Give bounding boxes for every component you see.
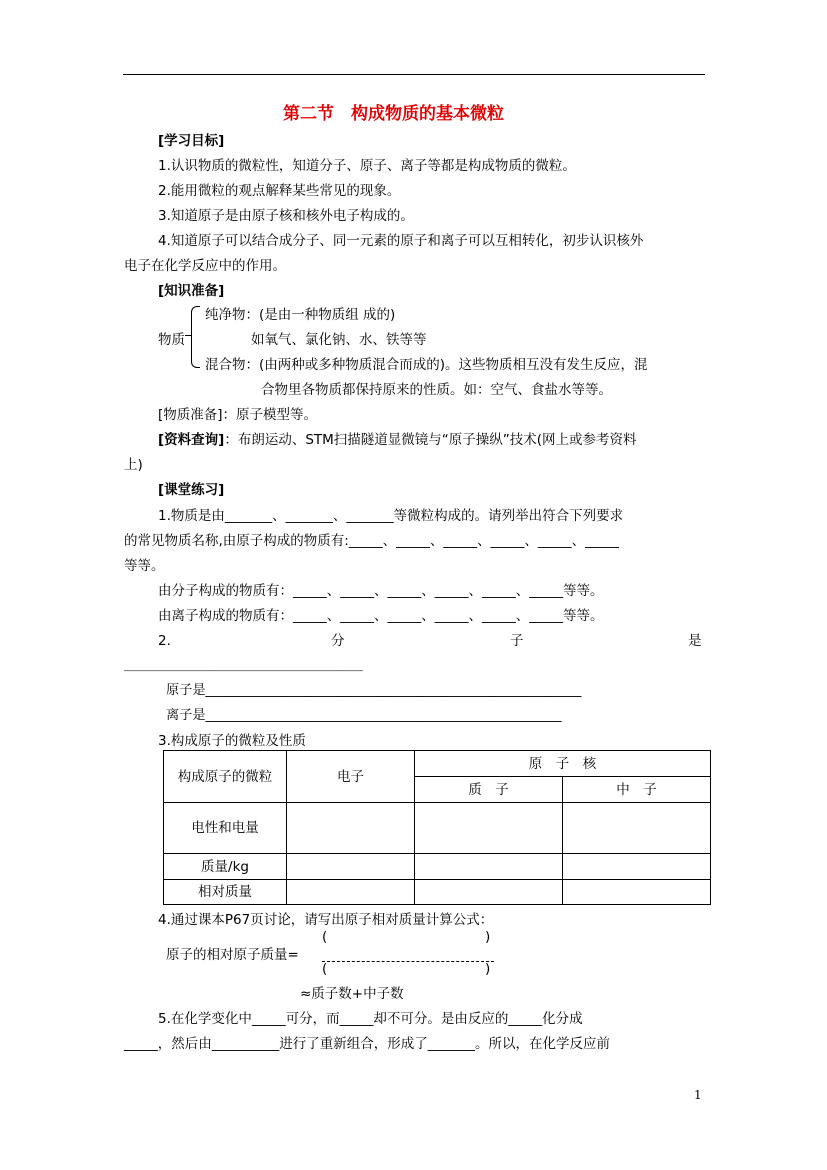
blank-cell[interactable] [287, 880, 415, 905]
row-relative-mass-label: 相对质量 [164, 880, 287, 905]
q1-line-1: 1.物质是由_______、_______、_______等微粒构成的。请列举出符合下列要求 [158, 508, 624, 524]
blank-cell[interactable] [563, 803, 711, 854]
q2-word: 分 [331, 633, 345, 649]
q2-ion-line: 离子是______________________________________________________ [166, 708, 562, 723]
brace-tip [185, 335, 191, 336]
header-particle: 构成原子的微粒 [164, 751, 287, 803]
header-proton: 质 子 [415, 777, 563, 803]
mixture-line-2: 合物里各物质都保持原来的性质。如：空气、食盐水等等。 [261, 382, 612, 398]
goal-item: 4.知道原子可以结合成分子、同一元素的原子和离子可以互相转化，初步认识核外 [158, 233, 644, 249]
goals-heading: [学习目标] [158, 133, 225, 149]
q4-label: 4.通过课本P67页讨论，请写出原子相对质量计算公式： [158, 912, 494, 928]
atom-particle-table [163, 750, 711, 905]
knowledge-heading: [知识准备] [158, 283, 225, 299]
q1-ion-line: 由离子构成的物质有：_____、_____、_____、_____、_____、_____等等。 [158, 608, 604, 624]
blank-cell[interactable] [563, 854, 711, 880]
practice-heading: [课堂练习] [158, 482, 225, 498]
header-neutron: 中 子 [563, 777, 711, 803]
goal-item: 2.能用微粒的观点解释某些常见的现象。 [158, 183, 401, 199]
blank-cell[interactable] [415, 803, 563, 854]
blank-cell[interactable] [415, 854, 563, 880]
mixture-line-1: 混合物：(由两种或多种物质混合而成的)。这些物质相互没有发生反应，混 [205, 357, 648, 373]
resource-line-2: 上) [124, 457, 143, 473]
classification-brace [191, 306, 200, 368]
q1-molecule-line: 由分子构成的物质有：_____、_____、_____、_____、_____、_____等等。 [158, 583, 604, 599]
q2-number: 2. [158, 633, 171, 649]
q2-word: 子 [510, 633, 524, 649]
goal-item: 3.知道原子是由原子核和核外电子构成的。 [158, 208, 414, 224]
denominator-paren-right: ) [485, 961, 491, 977]
page-title: 第二节 构成物质的基本微粒 [283, 104, 504, 124]
fraction-bar [322, 961, 494, 962]
numerator-paren-left: ( [322, 929, 328, 945]
q1-line-3: 等等。 [124, 558, 165, 574]
q5-line-1: 5.在化学变化中_____可分，而_____却不可分。是由反应的_____化分成 [158, 1011, 583, 1027]
q5-line-2: _____，然后由__________进行了重新组合，形成了_______。所以，在化学反应前 [124, 1036, 610, 1052]
q2-word: 是 [688, 633, 702, 649]
q3-label: 3.构成原子的微粒及性质 [158, 733, 306, 749]
row-charge-label: 电性和电量 [164, 803, 287, 854]
header-electron: 电子 [287, 751, 415, 803]
resource-line-1 [158, 432, 637, 448]
q2-atom-line: 原子是_________________________________________________________ [166, 683, 582, 698]
pure-examples: 如氧气、氯化钠、水、铁等等 [251, 332, 427, 348]
q2-blank-line: ___________________________________________________________ [124, 661, 363, 671]
blank-cell[interactable] [287, 854, 415, 880]
header-nucleus: 原 子 核 [415, 751, 711, 777]
blank-cell[interactable] [563, 880, 711, 905]
page-number: 1 [694, 1088, 702, 1102]
goal-item: 电子在化学反应中的作用。 [124, 258, 286, 274]
header-rule [123, 74, 705, 75]
pure-substance: 纯净物：(是由一种物质组 成的) [205, 307, 396, 323]
formula-label: 原子的相对原子质量= [166, 947, 299, 963]
resource-text: ：布朗运动、STM扫描隧道显微镜与“原子操纵”技术(网上或参考资料 [224, 432, 637, 448]
denominator-paren-left: ( [322, 961, 328, 977]
matter-label: 物质 [158, 332, 185, 348]
q1-line-2: 的常见物质名称,由原子构成的物质有:_____、_____、_____、_____、_____、_____ [124, 533, 619, 549]
approx-formula: ≈质子数+中子数 [300, 986, 404, 1002]
material-prep: [物质准备]：原子模型等。 [158, 407, 318, 423]
blank-cell[interactable] [287, 803, 415, 854]
row-mass-label: 质量/kg [164, 854, 287, 880]
numerator-paren-right: ) [485, 929, 491, 945]
blank-cell[interactable] [415, 880, 563, 905]
resource-label: [资料查询] [158, 432, 225, 448]
goal-item: 1.认识物质的微粒性，知道分子、原子、离子等都是构成物质的微粒。 [158, 158, 576, 174]
